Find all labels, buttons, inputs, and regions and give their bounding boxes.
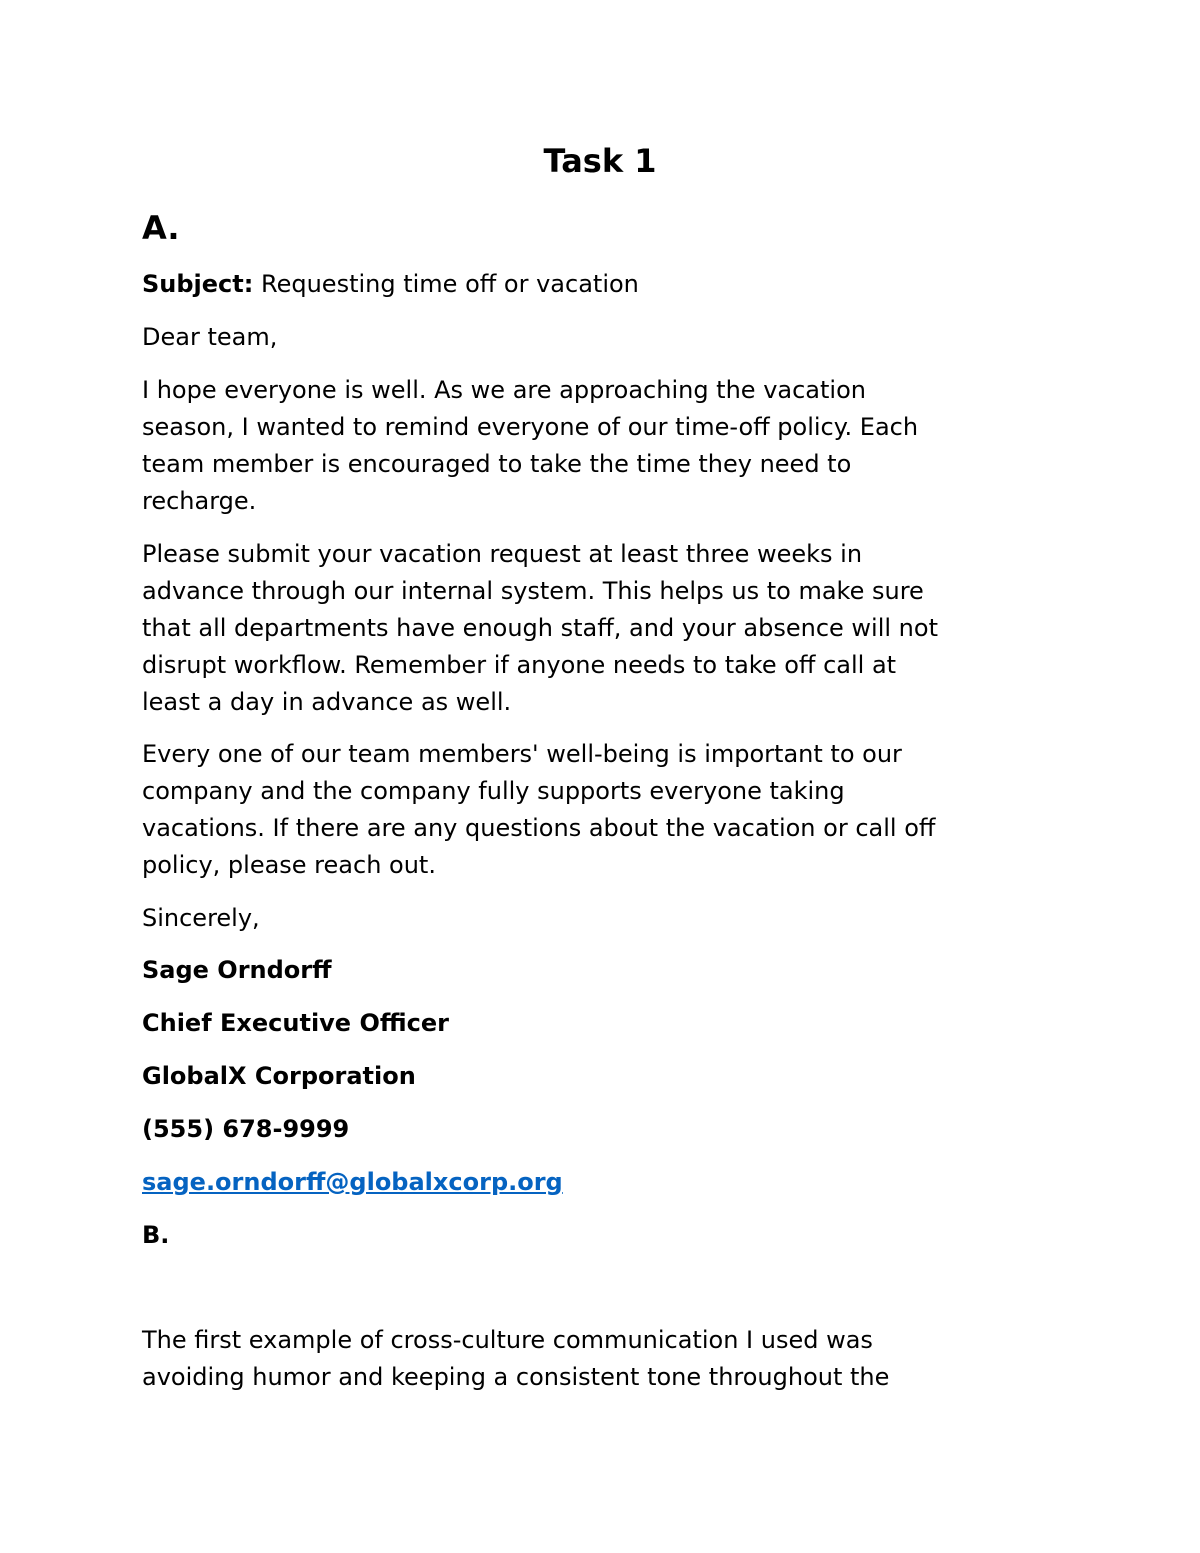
paragraph-2-line: disrupt workflow. Remember if anyone needs to take off call at [142,651,897,679]
document-title: Task 1 [543,142,657,180]
signature-phone: (555) 678-9999 [142,1115,350,1143]
greeting: Dear team, [142,323,278,351]
paragraph-4-line: avoiding humor and keeping a consistent tone throughout the [142,1363,890,1391]
paragraph-1-line: season, I wanted to remind everyone of our time-off policy. Each [142,413,919,441]
paragraph-3-line: Every one of our team members' well-being is important to our [142,740,902,768]
subject-label: Subject: [142,270,254,298]
paragraph-3-line: policy, please reach out. [142,851,436,879]
paragraph-2-line: least a day in advance as well. [142,688,512,716]
section-b-heading: B. [142,1221,170,1249]
signature-email-line [142,1164,563,1201]
paragraph-2-line: advance through our internal system. This helps us to make sure [142,577,924,605]
signature-position: Chief Executive Officer [142,1009,449,1037]
paragraph-2-line: Please submit your vacation request at least three weeks in [142,540,863,568]
paragraph-2-line: that all departments have enough staff, and your absence will not [142,614,938,642]
section-a-heading: A. [142,209,180,247]
paragraph-1-line: recharge. [142,487,257,515]
paragraph-3-line: company and the company fully supports everyone taking [142,777,845,805]
signature-name: Sage Orndorff [142,956,332,984]
closing: Sincerely, [142,904,260,932]
signature-company: GlobalX Corporation [142,1062,416,1090]
paragraph-1-line: I hope everyone is well. As we are approaching the vacation [142,376,866,404]
paragraph-3-line: vacations. If there are any questions about the vacation or call off [142,814,936,842]
paragraph-4-line: The first example of cross-culture communication I used was [142,1326,873,1354]
email-link[interactable]: sage.orndorff@globalxcorp.org [142,1168,563,1196]
subject-line [142,266,639,303]
subject-text: Requesting time off or vacation [253,270,639,298]
paragraph-1-line: team member is encouraged to take the time they need to [142,450,852,478]
